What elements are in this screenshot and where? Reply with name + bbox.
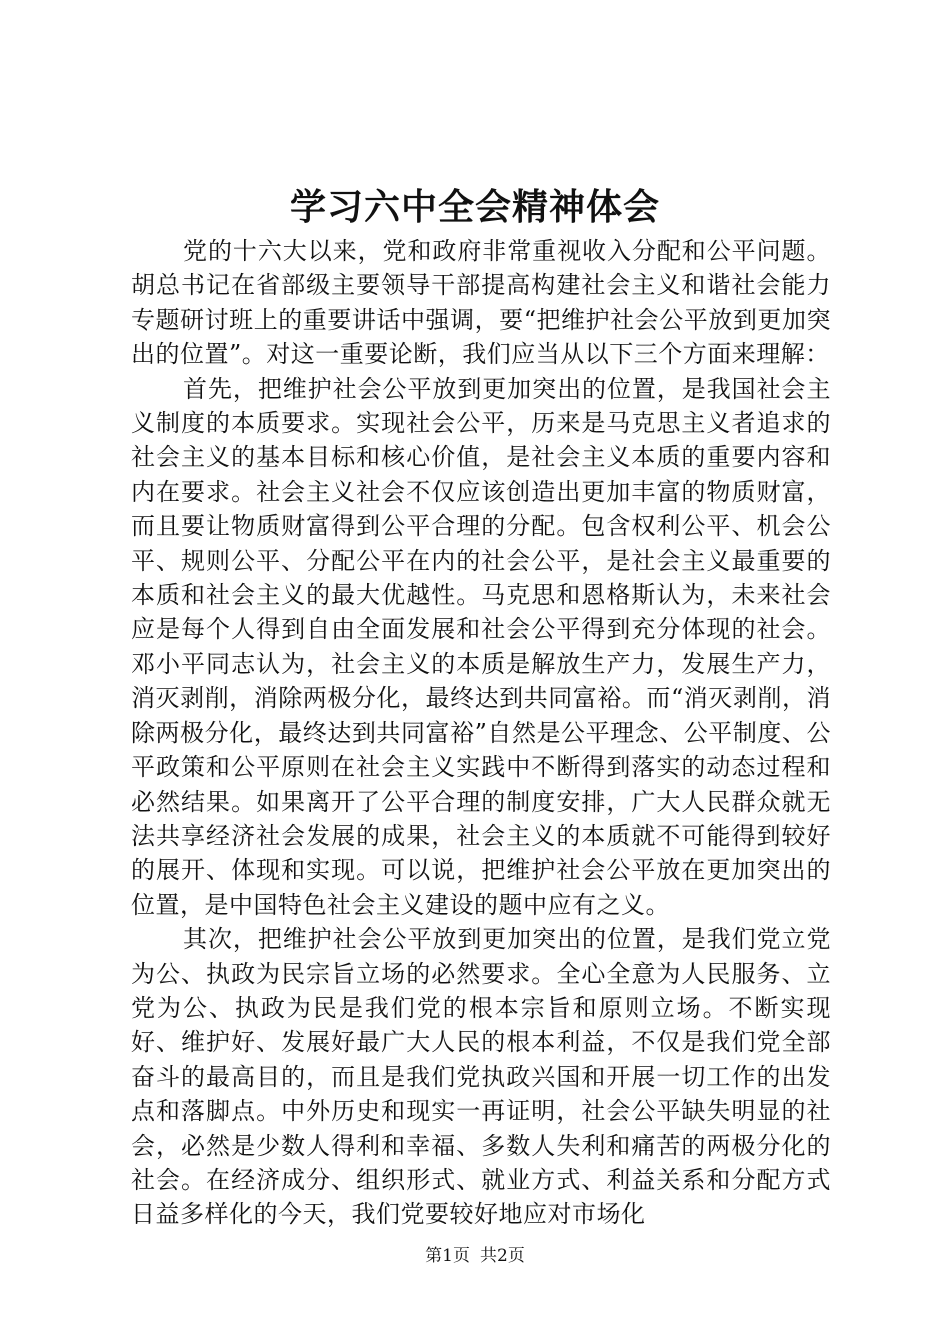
- document-body: [131, 234, 831, 1232]
- paragraph-second-point: 其次，把维护社会公平放到更加突出的位置，是我们党立党为公、执政为民宗旨立场的必然要求。全心全意为人民服务、立党为公、执政为民是我们党的根本宗旨和原则立场。不断实现好、维护好、发展好最广大人民的根本利益，不仅是我们党全部奋斗的最高目的，而且是我们党执政兴国和开展一切工作的出发点和落脚点。中外历史和现实一再证明，社会公平缺失明显的社会，必然是少数人得利和幸福、多数人失利和痛苦的两极分化的社会。在经济成分、组织形式、就业方式、利益关系和分配方式日益多样化的今天，我们党要较好地应对市场化: [131, 925, 831, 1229]
- paragraph-first-point: 首先，把维护社会公平放到更加突出的位置，是我国社会主义制度的本质要求。实现社会公平，历来是马克思主义者追求的社会主义的基本目标和核心价值，是社会主义本质的重要内容和内在要求。社会主义社会不仅应该创造出更加丰富的物质财富，而且要让物质财富得到公平合理的分配。包含权利公平、机会公平、规则公平、分配公平在内的社会公平，是社会主义最重要的本质和社会主义的最大优越性。马克思和恩格斯认为，未来社会应是每个人得到自由全面发展和社会公平得到充分体现的社会。邓小平同志认为，社会主义的本质是解放生产力，发展生产力，消灭剥削，消除两极分化，最终达到共同富裕。而“消灭剥削，消除两极分化，最终达到共同富裕”自然是公平理念、公平制度、公平政策和公平原则在社会主义实践中不断得到落实的动态过程和必然结果。如果离开了公平合理的制度安排，广大人民群众就无法共享经济社会发展的成果，社会主义的本质就不可能得到较好的展开、体现和实现。可以说，把维护社会公平放在更加突出的位置，是中国特色社会主义建设的题中应有之义。: [131, 374, 831, 919]
- paragraph-intro: 党的十六大以来，党和政府非常重视收入分配和公平问题。胡总书记在省部级主要领导干部提高构建社会主义和谐社会能力专题研讨班上的重要讲话中强调，要“把维护社会公平放到更加突出的位置”。对这一重要论断，我们应当从以下三个方面来理解：: [131, 237, 831, 369]
- page-total: 共2页: [480, 1246, 525, 1266]
- document-title: 学习六中全会精神体会: [289, 187, 660, 228]
- page-number: 第1页: [425, 1246, 470, 1266]
- page-footer: [0, 1244, 950, 1268]
